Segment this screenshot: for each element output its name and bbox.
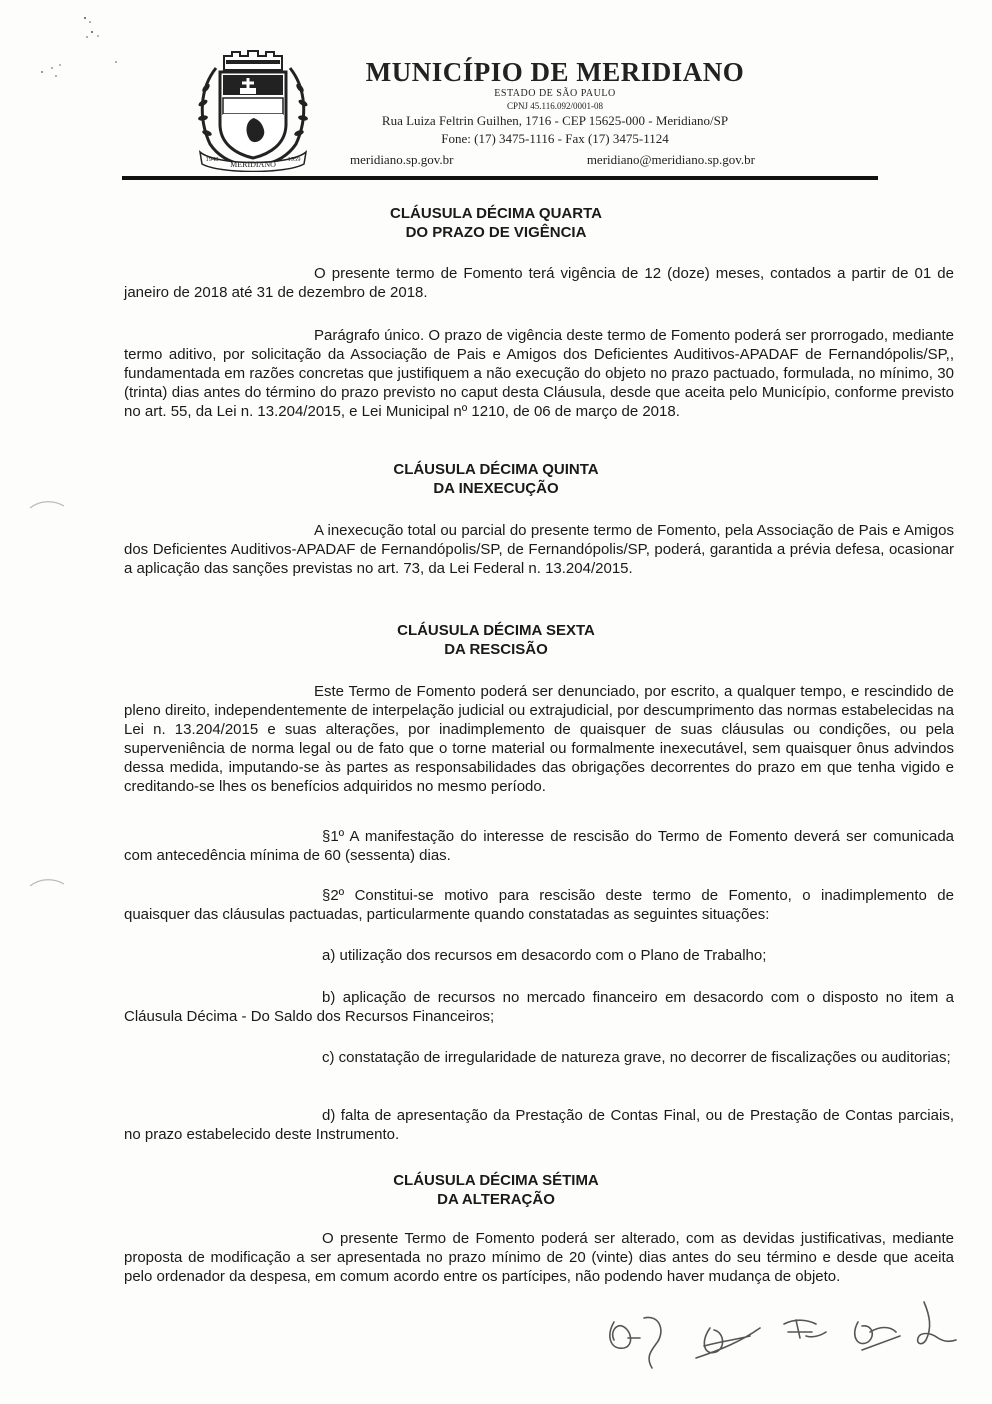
clause-subtitle: DA RESCISÃO bbox=[444, 641, 548, 658]
list-item: a) utilização dos recursos em desacordo com o Plano de Trabalho; bbox=[322, 947, 767, 964]
list-item: d) falta de apresentação da Prestação de Contas Final, ou de Prestação de Contas parciais, no prazo estabelecido deste Instrumento. bbox=[124, 1107, 954, 1143]
clause-title: CLÁUSULA DÉCIMA SÉTIMA bbox=[393, 1172, 599, 1189]
municipality-title: MUNICÍPIO DE MERIDIANO bbox=[365, 57, 745, 87]
email-link[interactable]: meridiano@meridiano.sp.gov.br bbox=[586, 152, 755, 167]
clause-title: CLÁUSULA DÉCIMA SEXTA bbox=[397, 622, 595, 639]
clause-title: CLÁUSULA DÉCIMA QUINTA bbox=[393, 461, 599, 478]
paragraph: §1º A manifestação do interesse de rescisão do Termo de Fomento deverá ser comunicada com antecedência mínima de 60 (sessenta) dias. bbox=[124, 828, 954, 864]
paragraph: Este Termo de Fomento poderá ser denunciado, por escrito, a qualquer tempo, e rescindido de pleno direito, independentemente de interpelação judicial ou extrajudicial, por descumprimento das normas estabelecidas na Lei n. 13.204/2015 e suas alterações, por inadimplemento de quaisquer de suas cláusulas ou condições, ou pela superveniência de norma legal ou de fato que o torne material ou formalmente inexecutável, sem quaisquer ônus advindos dessa medida, imputando-se às partes as responsabilidades das obrigações decorrentes do prazo em que tenha vigido e creditando-se lhes os benefícios adquiridos no mesmo período. bbox=[124, 683, 954, 795]
cnpj-number: CPNJ 45.116.092/0001-08 bbox=[507, 101, 603, 111]
paragraph: Parágrafo único. O prazo de vigência deste termo de Fomento poderá ser prorrogado, mediante termo aditivo, por solicitação da Associação de Pais e Amigos dos Deficientes Auditivos-APADAF de Fernandópolis/SP,, fundamentada em razões concretas que justifiquem a não execução do objeto no prazo pactuado, formulada, no mínimo, 30 (trinta) dias antes do término do prazo previsto no caput desta Cláusula, desde que aceita pelo Município, conforme previsto no art. 55, da Lei n. 13.204/2015, e Lei Municipal nº 1210, de 06 de março de 2018. bbox=[124, 327, 954, 420]
phone-fax: Fone: (17) 3475-1116 - Fax (17) 3475-1124 bbox=[441, 131, 669, 146]
header-rule bbox=[122, 176, 878, 180]
list-item: c) constatação de irregularidade de natureza grave, no decorrer de fiscalizações ou auditorias; bbox=[322, 1049, 951, 1066]
paragraph: O presente Termo de Fomento poderá ser alterado, com as devidas justificativas, mediante proposta de modificação a ser apresentada no prazo mínimo de 20 (vinte) dias antes do seu término e desde que aceita pelo ordenador da despesa, em comum acordo entre os partícipes, não podendo haver mudança de objeto. bbox=[124, 1230, 954, 1285]
website-link[interactable]: meridiano.sp.gov.br bbox=[350, 152, 454, 167]
clause-subtitle: DA ALTERAÇÃO bbox=[437, 1191, 555, 1208]
municipal-crest bbox=[196, 48, 310, 172]
handwritten-initials bbox=[600, 1292, 970, 1382]
margin-mark bbox=[28, 872, 68, 892]
crest-ribbon-text: MERIDIANO bbox=[230, 160, 276, 169]
paragraph: A inexecução total ou parcial do presente termo de Fomento, pela Associação de Pais e Amigos dos Deficientes Auditivos-APADAF de Fernandópolis/SP, de Fernandópolis/SP, poderá, garantida a prévia defesa, ocasionar a aplicação das sanções previstas no art. 73, da Lei Federal n. 13.204/2015. bbox=[124, 522, 954, 577]
clause-subtitle: DO PRAZO DE VIGÊNCIA bbox=[405, 224, 587, 241]
crest-year-right: 1959 bbox=[287, 156, 301, 163]
clause-17-heading bbox=[0, 1171, 992, 1209]
clause-14-heading bbox=[0, 204, 992, 242]
paragraph: O presente termo de Fomento terá vigência de 12 (doze) meses, contados a partir de 01 de janeiro de 2018 até 31 de dezembro de 2018. bbox=[124, 265, 954, 301]
clause-title: CLÁUSULA DÉCIMA QUARTA bbox=[390, 205, 602, 222]
street-address: Rua Luiza Feltrin Guilhen, 1716 - CEP 15625-000 - Meridiano/SP bbox=[381, 113, 729, 128]
scan-specks bbox=[30, 10, 120, 90]
state-name: ESTADO DE SÃO PAULO bbox=[494, 88, 616, 99]
paragraph: §2º Constitui-se motivo para rescisão deste termo de Fomento, o inadimplemento de quaisquer das cláusulas pactuadas, particularmente quando constatadas as seguintes situações: bbox=[124, 887, 954, 923]
clause-subtitle: DA INEXECUÇÃO bbox=[433, 480, 559, 497]
contact-row bbox=[350, 152, 755, 168]
clause-15-heading bbox=[0, 460, 992, 498]
margin-mark bbox=[28, 494, 68, 514]
crest-year-left: 1948 bbox=[205, 156, 219, 163]
clause-16-heading bbox=[0, 621, 992, 659]
list-item: b) aplicação de recursos no mercado financeiro em desacordo com o disposto no item a Cláusula Décima - Do Saldo dos Recursos Financeiros; bbox=[124, 989, 954, 1025]
letterhead bbox=[340, 56, 770, 148]
